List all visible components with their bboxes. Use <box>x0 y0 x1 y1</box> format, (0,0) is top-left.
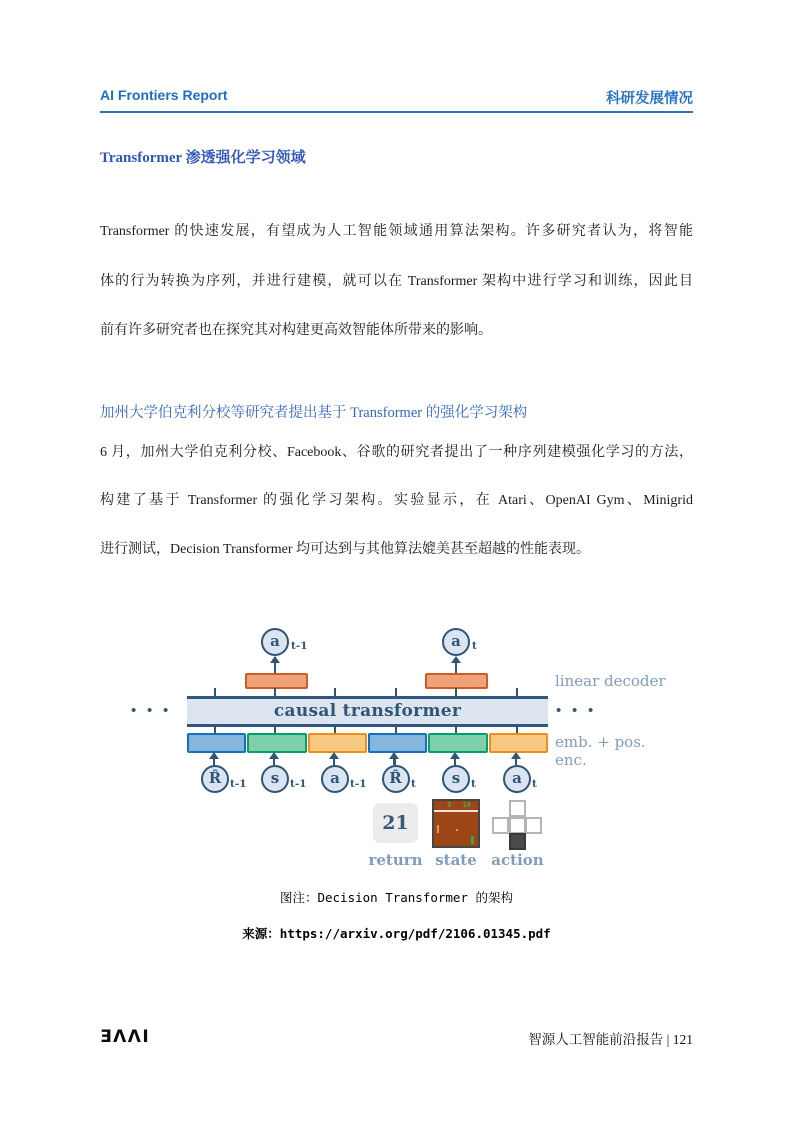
input-token-label: s <box>270 769 280 787</box>
paragraph2-line: 6 月，加州大学伯克利分校、Facebook、谷歌的研究者提出了一种序列建模强化学习的方法， <box>100 445 693 460</box>
input-token-subscript: t <box>532 778 537 790</box>
arrow-line <box>454 758 457 765</box>
header-report-title: AI Frontiers Report <box>100 87 228 103</box>
section-title: Transformer 渗透强化学习领域 <box>100 150 306 166</box>
linear-decoder-box <box>245 673 308 689</box>
output-token-subscript: t <box>472 640 477 652</box>
figure-source-url: 来源：https://arxiv.org/pdf/2106.01345.pdf <box>242 926 551 941</box>
embedding-box-action <box>308 733 367 753</box>
input-token-circle <box>201 765 229 793</box>
linear-decoder-label: linear decoder <box>555 672 666 690</box>
input-token-label: R̂ <box>208 769 222 787</box>
input-token-label: R̂ <box>389 769 402 787</box>
paragraph1-line: Transformer 的快速发展，有望成为人工智能领域通用算法架构。许多研究者认为，将智能 <box>100 224 693 239</box>
input-token-circle <box>321 765 349 793</box>
output-token-label: a <box>451 632 461 650</box>
embedding-box-return <box>368 733 427 753</box>
input-token-subscript: t-1 <box>290 778 307 790</box>
input-token-circle <box>261 765 289 793</box>
dpad-action-icon <box>492 800 542 850</box>
dpad-up <box>509 800 526 817</box>
output-token-circle <box>261 628 289 656</box>
state-score-right: 10 <box>462 801 471 809</box>
input-token-label: a <box>330 769 340 787</box>
figure-caption: 图注：Decision Transformer 的架构 <box>279 890 514 905</box>
state-top-line <box>434 810 478 812</box>
arrow-line <box>515 758 518 765</box>
linear-decoder-box <box>425 673 488 689</box>
subsection-title: 加州大学伯克利分校等研究者提出基于 Transformer 的强化学习架构 <box>100 405 528 421</box>
input-token-subscript: t <box>411 778 416 790</box>
ellipsis-left: • • • <box>131 703 169 719</box>
atari-state-image <box>432 799 480 848</box>
header-divider <box>100 111 693 113</box>
arrow-line <box>333 758 336 765</box>
dpad-left <box>492 817 509 834</box>
state-left-paddle <box>437 825 439 833</box>
paragraph1-line: 体的行为转换为序列，并进行建模，就可以在 Transformer 架构中进行学习和训练，因此目 <box>100 274 693 289</box>
decision-transformer-diagram <box>120 625 680 877</box>
embedding-row <box>187 733 548 753</box>
footer-page-info: 智源人工智能前沿报告 | 121 <box>528 1032 693 1047</box>
input-token-label: s <box>451 769 461 787</box>
dpad-center <box>509 817 526 834</box>
state-score-left: 3 <box>447 801 452 809</box>
input-token-subscript: t <box>471 778 476 790</box>
ellipsis-right: • • • <box>556 703 594 719</box>
return-label: return <box>368 851 423 869</box>
causal-transformer-label: causal transformer <box>273 701 462 721</box>
state-label: state <box>435 851 477 869</box>
embedding-box-state <box>247 733 306 753</box>
input-token-circle <box>503 765 531 793</box>
arrow-line <box>455 662 458 673</box>
output-token-subscript: t-1 <box>291 640 308 652</box>
paragraph2-line: 构建了基于 Transformer 的强化学习架构。实验显示，在 Atari、OpenAI Gym、Minigrid <box>100 493 693 508</box>
dpad-down-selected <box>509 833 526 850</box>
action-label: action <box>491 851 544 869</box>
input-token-subscript: t-1 <box>230 778 247 790</box>
paragraph2-line: 进行测试，Decision Transformer 均可达到与其他算法媲美甚至超越的性能表现。 <box>100 542 590 557</box>
output-token-circle <box>442 628 470 656</box>
causal-transformer-bar <box>187 696 548 727</box>
paragraph1-line: 前有许多研究者也在探究其对构建更高效智能体所带来的影响。 <box>100 323 492 338</box>
arrow-line <box>213 758 216 765</box>
dpad-right <box>525 817 542 834</box>
return-value-box: 21 <box>373 803 418 843</box>
baai-logo: ƎΛΛI <box>100 1027 151 1047</box>
embedding-box-action <box>489 733 548 753</box>
embedding-label: emb. + pos. enc. <box>555 733 646 769</box>
input-token-circle <box>382 765 410 793</box>
input-token-subscript: t-1 <box>350 778 367 790</box>
state-right-paddle <box>471 836 474 844</box>
embedding-box-state <box>428 733 487 753</box>
arrow-line <box>274 662 277 673</box>
embedding-box-return <box>187 733 246 753</box>
state-ball <box>456 829 458 831</box>
output-token-label: a <box>270 632 280 650</box>
arrow-line <box>273 758 276 765</box>
header-section-name: 科研发展情况 <box>606 91 693 107</box>
input-token-circle <box>442 765 470 793</box>
input-token-label: a <box>512 769 522 787</box>
arrow-line <box>393 758 396 765</box>
